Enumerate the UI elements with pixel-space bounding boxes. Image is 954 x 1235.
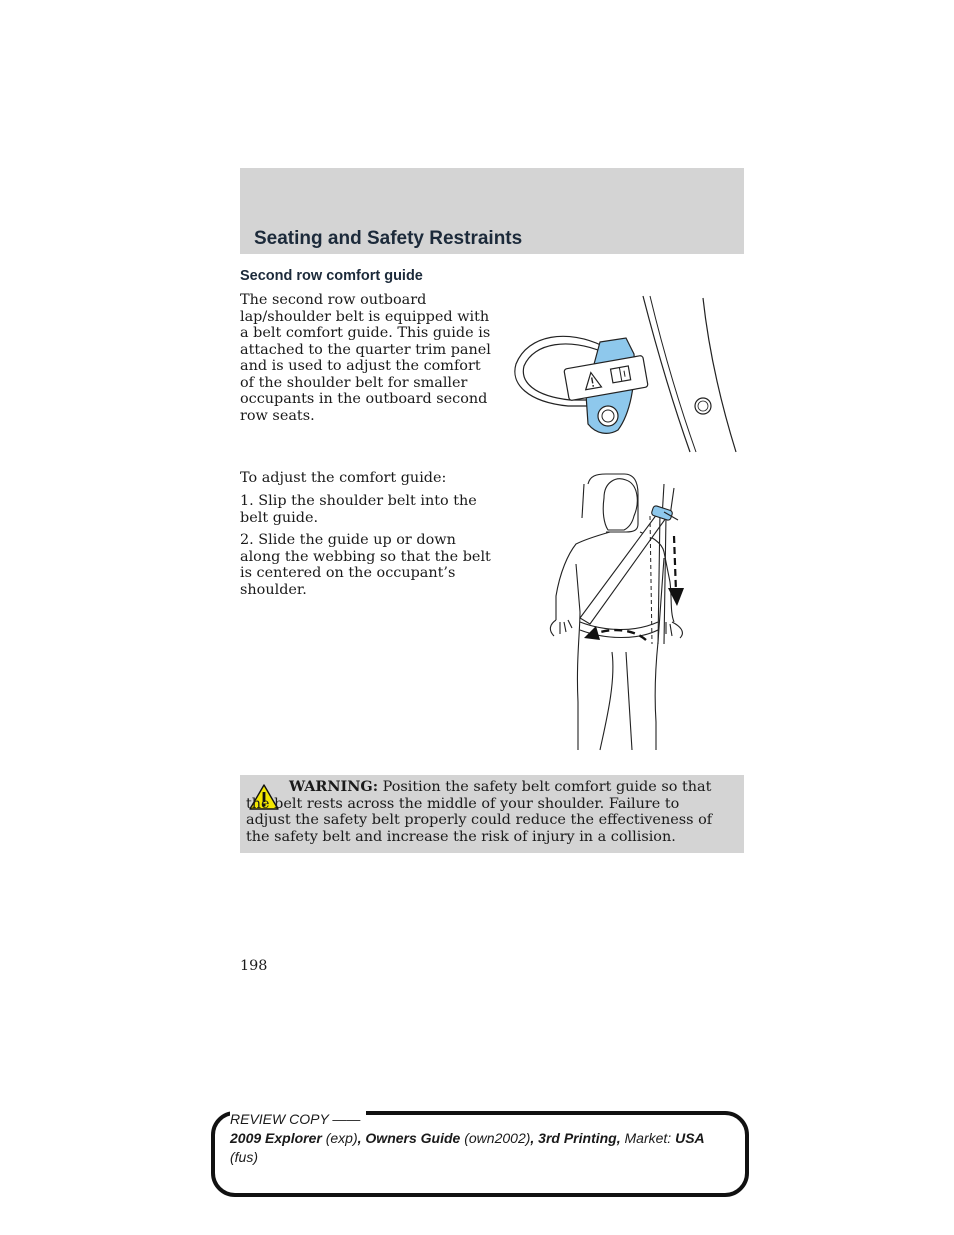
footer-market-code: (fus) (230, 1149, 258, 1165)
occupant-belt-illustration (546, 472, 706, 754)
section-header (240, 168, 744, 254)
warning-box (240, 775, 744, 853)
section-title: Seating and Safety Restraints (254, 228, 523, 249)
footer-model: 2009 Explorer (230, 1130, 322, 1146)
comfort-guide-illustration (508, 294, 744, 454)
footer-market: USA (675, 1130, 705, 1146)
review-copy-text: REVIEW COPY —— 2009 Explorer (exp), Owners Guide (own2002), 3rd Printing, Market: USA (fus) (230, 1111, 705, 1165)
adjust-intro: To adjust the comfort guide: (240, 470, 447, 486)
footer-guide: Owners Guide (365, 1130, 461, 1146)
footer-guide-code: (own2002) (464, 1130, 531, 1146)
step-2: 2. Slide the guide up or down along the webbing so that the belt is centered on the occupant’s shoulder. (240, 532, 491, 598)
warning-label: WARNING: (289, 778, 379, 795)
footer-printing: 3rd Printing, (538, 1130, 621, 1146)
page-number: 198 (240, 958, 268, 974)
down-arrow-icon (674, 536, 676, 592)
subheading: Second row comfort guide (240, 268, 423, 284)
warning-text (246, 779, 724, 845)
warning-body: Position the safety belt comfort guide so that the belt rests across the middle of your shoulder. Failure to adjust the safety belt properly could reduce the effectiveness of the safety belt and increase the risk of injury in a collision. (246, 779, 713, 845)
footer-model-code: (exp) (325, 1130, 358, 1146)
review-copy-label: REVIEW COPY —— (230, 1111, 366, 1127)
footer-market-label: Market: (624, 1130, 672, 1146)
intro-paragraph: The second row outboard lap/shoulder belt is equipped with a belt comfort guide. This guide is attached to the quarter trim panel and is used to adjust the comfort of the shoulder belt for smaller occupants in the outboard second row seats. (240, 292, 491, 424)
step-1: 1. Slip the shoulder belt into the belt guide. (240, 493, 477, 526)
